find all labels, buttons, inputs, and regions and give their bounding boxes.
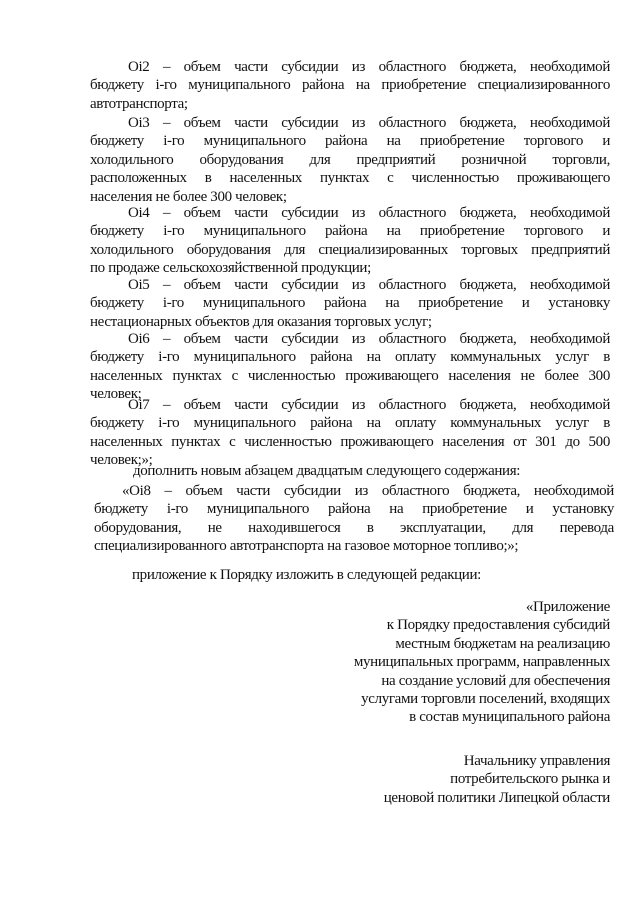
paragraph-line: Oi5 – объем части субсидии из областного бюджета, необходимой (128, 277, 610, 293)
paragraph-line: бюджету i-го муниципального района на оплату коммунальных услуг в (90, 415, 610, 432)
paragraph-line: оборудования, не находившегося в эксплуатации, для перевода (94, 519, 614, 536)
addressee-line: ценовой политики Липецкой области (383, 789, 610, 806)
paragraph-oi7 (90, 396, 610, 470)
appendix-header-line: муниципальных программ, направленных (353, 654, 610, 671)
paragraph-line: по продаже сельскохозяйственной продукции; (90, 260, 371, 277)
appendix-header-line: в состав муниципального района (409, 709, 610, 726)
paragraph-line: Oi7 – объем части субсидии из областного бюджета, необходимой (128, 397, 610, 413)
appendix-header-line: на создание условий для обеспечения (381, 672, 610, 689)
appendix-header (354, 598, 610, 727)
addressee-line: потребительского рынка и (450, 771, 610, 788)
appendix-header-line: «Приложение (525, 599, 610, 615)
paragraph-line: нестационарных объектов для оказания торговых услуг; (90, 313, 432, 330)
paragraph-line: бюджету i-го муниципального района на оплату коммунальных услуг в (90, 349, 610, 366)
paragraph-line: населенных пунктах с численностью проживающего населения от 301 до 500 (90, 433, 610, 450)
appendix-header-line: к Порядку предоставления субсидий (386, 617, 610, 634)
paragraph-oi4 (90, 204, 610, 278)
paragraph-line: человек; (90, 386, 142, 403)
paragraph-oi6 (90, 330, 610, 404)
addressee-line: Начальнику управления (463, 753, 610, 769)
paragraph-line: бюджету i-го муниципального района на приобретение специализированного (90, 77, 610, 94)
paragraph-line: бюджету i-го муниципального района на приобретение и установку (94, 501, 614, 518)
appendix-intro: приложение к Порядку изложить в следующей редакции: (132, 567, 481, 583)
paragraph-line: Oi4 – объем части субсидии из областного бюджета, необходимой (128, 205, 610, 221)
paragraph-line: специализированного автотранспорта на газовое моторное топливо;»; (94, 538, 519, 555)
appendix-header-line: услугами торговли поселений, входящих (361, 691, 610, 708)
paragraph-line: автотранспорта; (90, 95, 188, 112)
paragraph-line: холодильного оборудования для специализированных торговых предприятий (90, 241, 610, 258)
paragraph-oi3 (90, 114, 610, 206)
paragraph-line: населенных пунктах с численностью проживающего населения не более 300 (90, 367, 610, 384)
paragraph-line: человек;»; (90, 452, 153, 469)
paragraph-line: Oi6 – объем части субсидии из областного бюджета, необходимой (128, 331, 610, 347)
paragraph-line: Oi2 – объем части субсидии из областного бюджета, необходимой (128, 59, 610, 75)
appendix-header-line: местным бюджетам на реализацию (395, 635, 610, 652)
paragraph-line: холодильного оборудования для предприятий розничной торговли, (90, 151, 610, 168)
paragraph-oi5 (90, 276, 610, 331)
addition-intro: дополнить новым абзацем двадцатым следующего содержания: (133, 463, 521, 479)
paragraph-line: Oi3 – объем части субсидии из областного бюджета, необходимой (128, 115, 610, 131)
paragraph-line: «Oi8 – объем части субсидии из областного бюджета, необходимой (122, 483, 614, 499)
paragraph-line: населения не более 300 человек; (90, 188, 287, 205)
addressee-block (384, 752, 610, 807)
paragraph-line: бюджету i-го муниципального района на приобретение и установку (90, 295, 610, 312)
paragraph-line: расположенных в населенных пунктах с численностью проживающего (90, 170, 610, 187)
paragraph-oi8 (94, 482, 614, 556)
paragraph-oi2 (90, 58, 610, 113)
paragraph-line: бюджету i-го муниципального района на приобретение торгового и (90, 223, 610, 240)
paragraph-line: бюджету i-го муниципального района на приобретение торгового и (90, 133, 610, 150)
